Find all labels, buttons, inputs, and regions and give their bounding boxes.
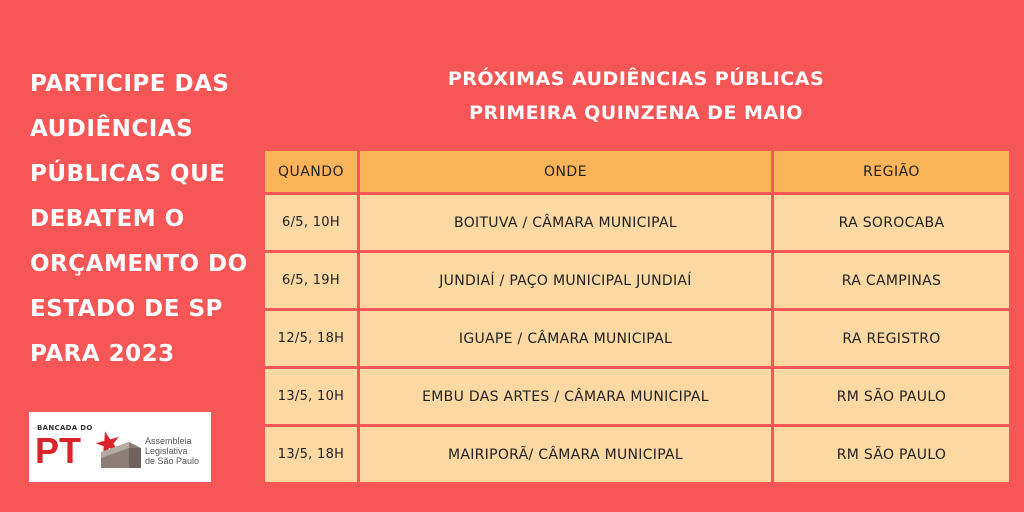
cell-region: RA CAMPINAS: [773, 252, 1011, 310]
table-row: [264, 194, 1011, 252]
table-row: [264, 252, 1011, 310]
cell-when: 12/5, 18H: [264, 310, 359, 368]
assembly-building-icon: [99, 440, 143, 470]
title-line: ESTADO DE SP: [30, 296, 223, 322]
logo-assembleia-line: Legislativa: [145, 446, 188, 456]
cell-where: BOITUVA / CÂMARA MUNICIPAL: [359, 194, 773, 252]
hearings-table: [262, 148, 1012, 485]
cell-region: RA SOROCABA: [773, 194, 1011, 252]
table-row: [264, 368, 1011, 426]
column-header-region: REGIÃO: [773, 150, 1011, 194]
logo-assembleia-text: [145, 436, 199, 466]
bancada-pt-logo: [29, 412, 211, 482]
call-to-action-title: [30, 62, 248, 377]
title-line: AUDIÊNCIAS: [30, 116, 194, 142]
cell-region: RM SÃO PAULO: [773, 368, 1011, 426]
cell-where: JUNDIAÍ / PAÇO MUNICIPAL JUNDIAÍ: [359, 252, 773, 310]
cell-when: 13/5, 10H: [264, 368, 359, 426]
table-row: [264, 310, 1011, 368]
cell-when: 6/5, 19H: [264, 252, 359, 310]
title-line: ORÇAMENTO DO: [30, 251, 248, 277]
heading-line-2: PRIMEIRA QUINZENA DE MAIO: [469, 102, 803, 124]
cell-where: EMBU DAS ARTES / CÂMARA MUNICIPAL: [359, 368, 773, 426]
title-line: PARA 2023: [30, 341, 175, 367]
title-line: DEBATEM O: [30, 206, 185, 232]
table-row: [264, 426, 1011, 484]
logo-pt-letters: PT: [35, 430, 82, 471]
cell-region: RA REGISTRO: [773, 310, 1011, 368]
heading-line-1: PRÓXIMAS AUDIÊNCIAS PÚBLICAS: [447, 68, 825, 90]
cell-when: 13/5, 18H: [264, 426, 359, 484]
cell-where: MAIRIPORÃ/ CÂMARA MUNICIPAL: [359, 426, 773, 484]
logo-assembleia-line: de São Paulo: [145, 456, 200, 466]
logo-bancada-label: BANCADA DO: [37, 424, 93, 432]
title-line: PÚBLICAS QUE: [30, 161, 226, 187]
schedule-heading: [262, 62, 1010, 130]
table-header-row: [264, 150, 1011, 194]
column-header-where: ONDE: [359, 150, 773, 194]
logo-assembleia-line: Assembleia: [145, 436, 192, 446]
cell-where: IGUAPE / CÂMARA MUNICIPAL: [359, 310, 773, 368]
cell-when: 6/5, 10H: [264, 194, 359, 252]
cell-region: RM SÃO PAULO: [773, 426, 1011, 484]
column-header-when: QUANDO: [264, 150, 359, 194]
title-line: PARTICIPE DAS: [30, 71, 230, 97]
